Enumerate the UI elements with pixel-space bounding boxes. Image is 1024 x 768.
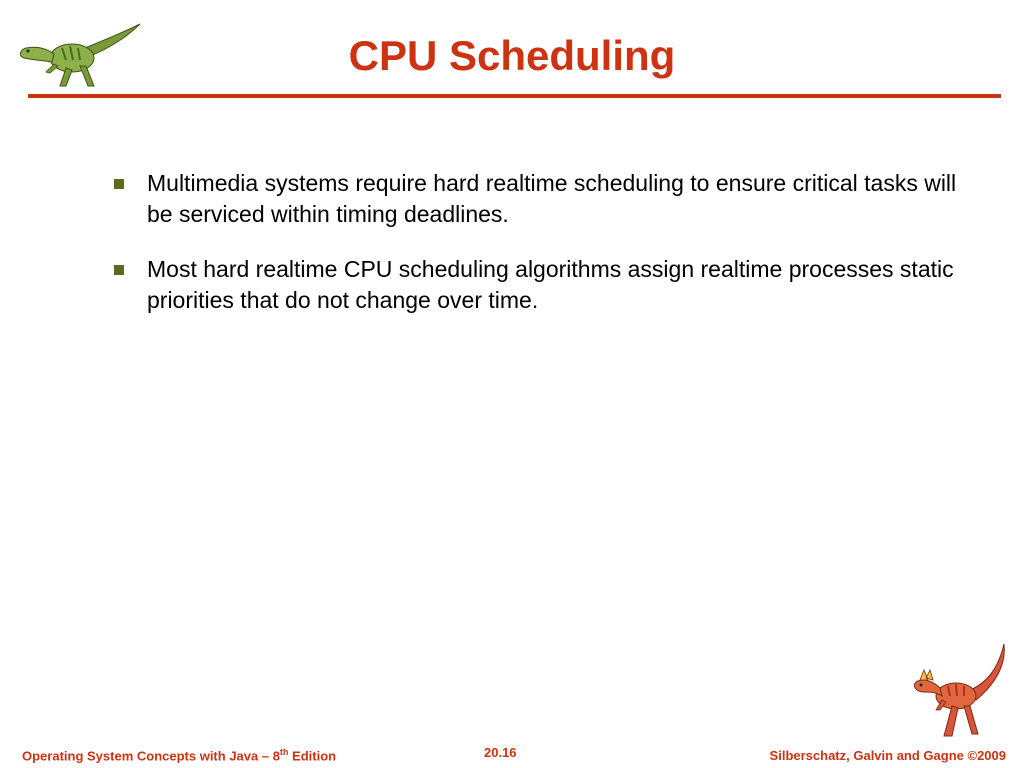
bullet-text: Multimedia systems require hard realtime scheduling to ensure critical tasks will be serviced within timing deadlines. [147,170,957,227]
bullet-text: Most hard realtime CPU scheduling algorithms assign realtime processes static priorities that do not change over time. [147,256,954,313]
bullet-item [108,254,968,316]
footer-edition-superscript: th [279,746,289,757]
square-bullet-icon [114,265,124,275]
title-divider [28,94,1001,98]
red-dinosaur-icon [906,640,1010,744]
footer-book-title-text: Operating System Concepts with Java – 8 [22,748,280,763]
footer-book-title [22,747,336,763]
square-bullet-icon [114,179,124,189]
bullet-item [108,168,968,230]
bullet-list [108,168,968,340]
footer-copyright: Silberschatz, Galvin and Gagne ©2009 [769,748,1006,763]
slide-title: CPU Scheduling [348,32,676,79]
footer-edition-suffix: Edition [288,748,337,763]
footer-page-number: 20.16 [484,745,517,760]
